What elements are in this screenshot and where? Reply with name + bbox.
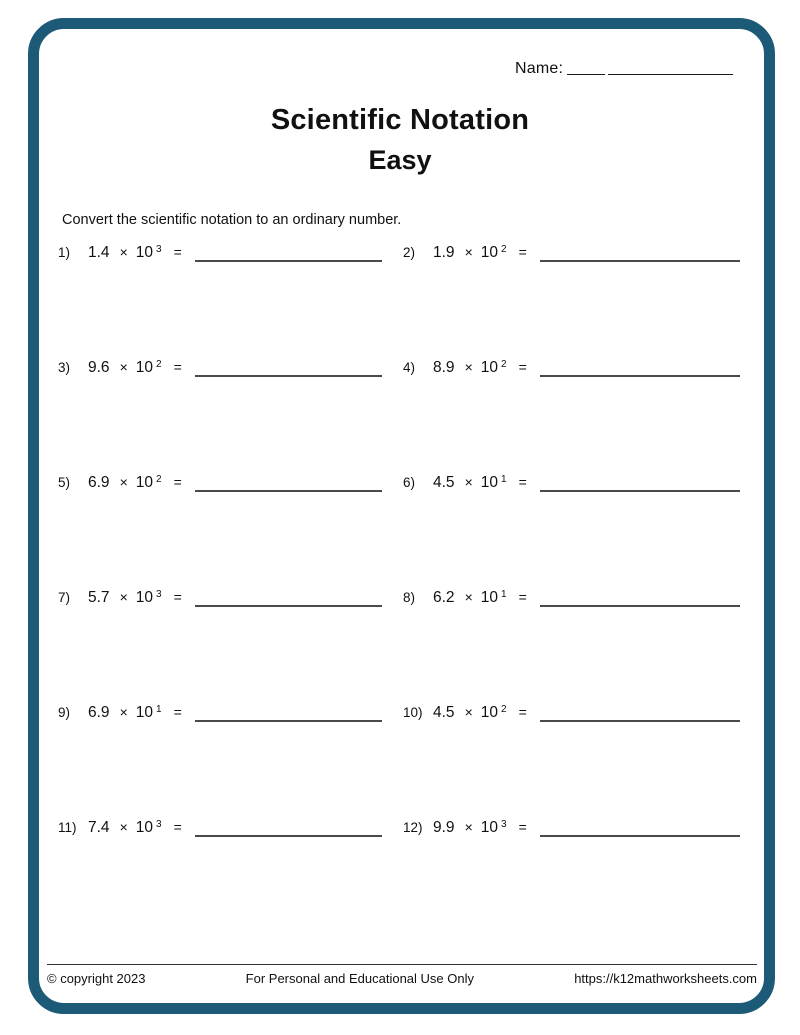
problem-number: 7): [58, 590, 71, 605]
coefficient-value: 1.4: [88, 244, 110, 261]
answer-blank[interactable]: [195, 720, 382, 722]
base-value: 10: [480, 474, 498, 491]
exponent-value: 2: [156, 474, 162, 485]
answer-blank[interactable]: [540, 835, 740, 837]
equals-symbol: =: [518, 819, 527, 835]
page-subtitle: Easy: [368, 145, 432, 175]
times-symbol: ×: [119, 589, 128, 605]
times-symbol: ×: [464, 589, 473, 605]
problem-item-12: [403, 819, 744, 837]
exponent-value: 1: [501, 589, 507, 600]
answer-blank[interactable]: [540, 375, 740, 377]
times-symbol: ×: [119, 819, 128, 835]
equals-symbol: =: [518, 704, 527, 720]
problem-item-2: [403, 244, 744, 262]
coefficient-value: 9.6: [88, 359, 110, 376]
problem-item-10: [403, 704, 744, 722]
problem-number: 10): [403, 705, 423, 720]
problem-item-3: [58, 359, 403, 377]
times-symbol: ×: [464, 359, 473, 375]
exponent-value: 2: [501, 704, 507, 715]
name-blank-line[interactable]: [567, 74, 605, 75]
exponent-value: 3: [501, 819, 507, 830]
exponent-value: 3: [156, 589, 162, 600]
equals-symbol: =: [173, 359, 182, 375]
answer-blank[interactable]: [540, 490, 740, 492]
base-value: 10: [480, 359, 498, 376]
times-symbol: ×: [464, 474, 473, 490]
problem-number: 1): [58, 245, 71, 260]
exponent-value: 2: [501, 244, 507, 255]
base-value: 10: [480, 819, 498, 836]
base-value: 10: [135, 474, 153, 491]
equals-symbol: =: [518, 244, 527, 260]
problem-number: 8): [403, 590, 416, 605]
problem-number: 6): [403, 475, 416, 490]
problems-grid: [58, 244, 744, 934]
equals-symbol: =: [173, 589, 182, 605]
answer-blank[interactable]: [540, 720, 740, 722]
base-value: 10: [135, 704, 153, 721]
name-blank-line[interactable]: [608, 74, 733, 75]
equals-symbol: =: [173, 474, 182, 490]
site-url-link[interactable]: https://k12mathworksheets.com: [574, 971, 757, 986]
problem-number: 3): [58, 360, 71, 375]
answer-blank[interactable]: [540, 260, 740, 262]
problem-item-6: [403, 474, 744, 492]
coefficient-value: 6.9: [88, 704, 110, 721]
problem-item-7: [58, 589, 403, 607]
equals-symbol: =: [173, 819, 182, 835]
base-value: 10: [480, 244, 498, 261]
base-value: 10: [480, 589, 498, 606]
problem-number: 4): [403, 360, 416, 375]
coefficient-value: 6.2: [433, 589, 455, 606]
instruction-text: Convert the scientific notation to an ordinary number.: [62, 212, 402, 228]
times-symbol: ×: [119, 359, 128, 375]
answer-blank[interactable]: [540, 605, 740, 607]
problem-item-9: [58, 704, 403, 722]
equals-symbol: =: [173, 704, 182, 720]
times-symbol: ×: [119, 704, 128, 720]
copyright-text: © copyright 2023: [47, 971, 146, 986]
problem-number: 12): [403, 820, 423, 835]
exponent-value: 3: [156, 819, 162, 830]
footer-divider: [47, 964, 757, 965]
base-value: 10: [480, 704, 498, 721]
exponent-value: 2: [156, 359, 162, 370]
equals-symbol: =: [518, 474, 527, 490]
exponent-value: 2: [501, 359, 507, 370]
problem-number: 2): [403, 245, 416, 260]
problem-item-4: [403, 359, 744, 377]
problem-item-11: [58, 819, 403, 837]
page-title: Scientific Notation: [270, 104, 530, 136]
problem-item-5: [58, 474, 403, 492]
base-value: 10: [135, 359, 153, 376]
coefficient-value: 5.7: [88, 589, 110, 606]
times-symbol: ×: [464, 244, 473, 260]
base-value: 10: [135, 819, 153, 836]
exponent-value: 1: [156, 704, 162, 715]
coefficient-value: 6.9: [88, 474, 110, 491]
coefficient-value: 7.4: [88, 819, 110, 836]
name-label: Name:: [515, 60, 564, 77]
problem-item-8: [403, 589, 744, 607]
coefficient-value: 8.9: [433, 359, 455, 376]
equals-symbol: =: [173, 244, 182, 260]
answer-blank[interactable]: [195, 375, 382, 377]
equals-symbol: =: [518, 359, 527, 375]
base-value: 10: [135, 244, 153, 261]
answer-blank[interactable]: [195, 605, 382, 607]
coefficient-value: 4.5: [433, 474, 455, 491]
footer: [47, 971, 757, 986]
exponent-value: 3: [156, 244, 162, 255]
coefficient-value: 9.9: [433, 819, 455, 836]
exponent-value: 1: [501, 474, 507, 485]
answer-blank[interactable]: [195, 835, 382, 837]
coefficient-value: 1.9: [433, 244, 455, 261]
problem-number: 11): [58, 820, 77, 835]
times-symbol: ×: [464, 819, 473, 835]
equals-symbol: =: [518, 589, 527, 605]
base-value: 10: [135, 589, 153, 606]
usage-text: For Personal and Educational Use Only: [245, 971, 475, 986]
title-block: [0, 104, 800, 176]
problem-number: 9): [58, 705, 71, 720]
problem-item-1: [58, 244, 403, 262]
coefficient-value: 4.5: [433, 704, 455, 721]
answer-blank[interactable]: [195, 490, 382, 492]
times-symbol: ×: [464, 704, 473, 720]
answer-blank[interactable]: [195, 260, 382, 262]
times-symbol: ×: [119, 244, 128, 260]
problem-number: 5): [58, 475, 71, 490]
times-symbol: ×: [119, 474, 128, 490]
name-field-row: [515, 60, 733, 78]
